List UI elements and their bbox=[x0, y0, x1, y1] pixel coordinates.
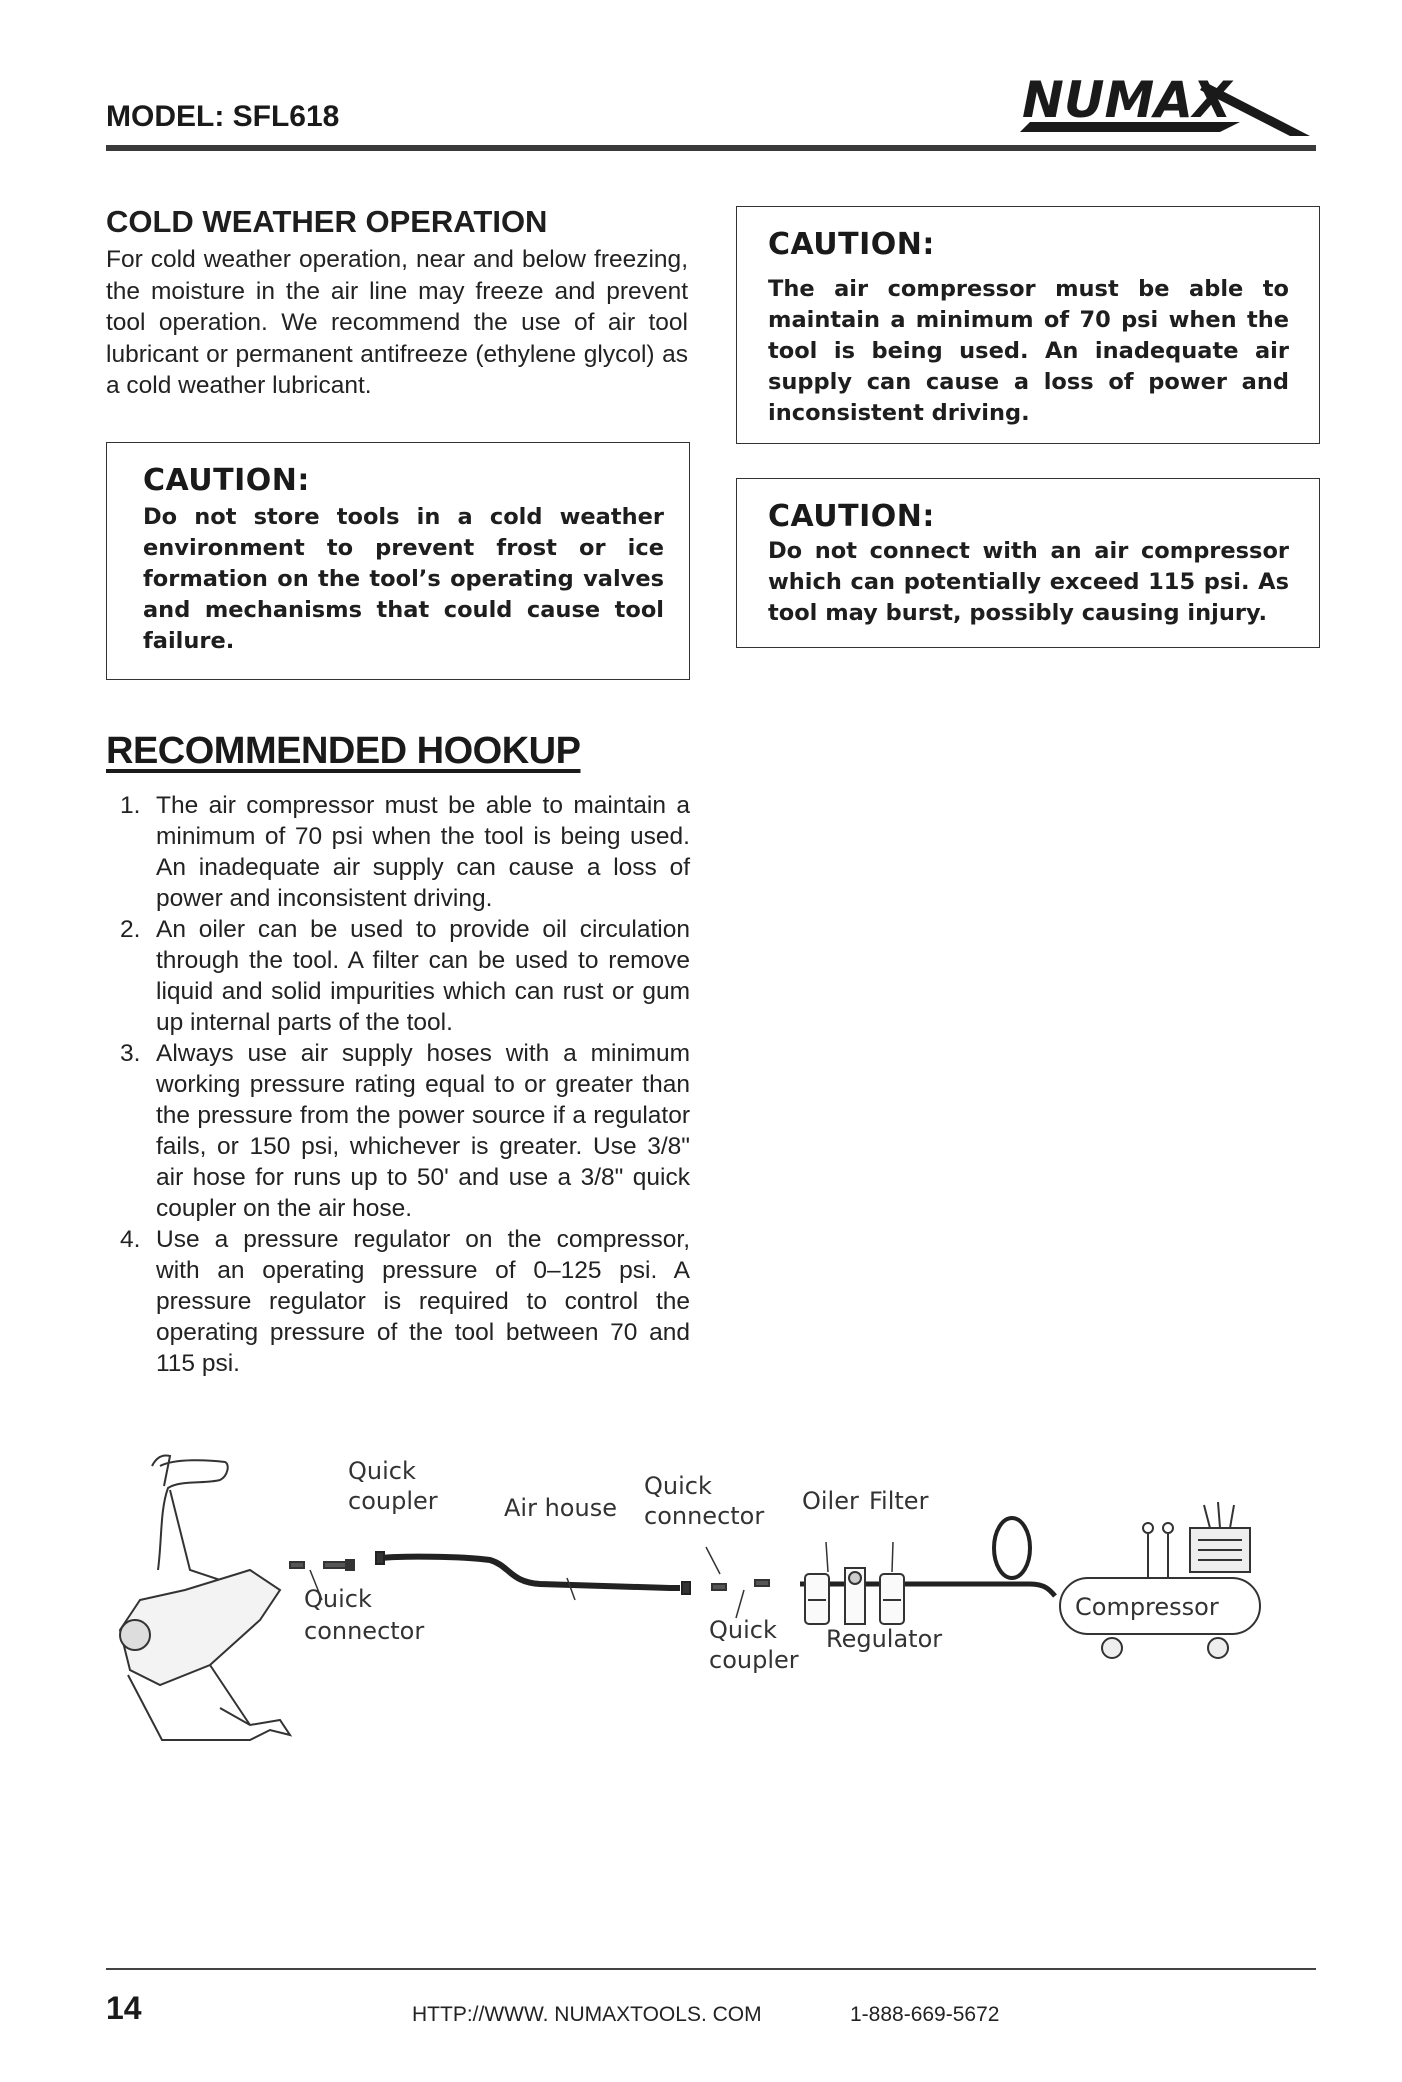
caution-heading: CAUTION: bbox=[768, 499, 935, 534]
caution-text: Do not store tools in a cold weather environment to prevent frost or ice formation on the tool’s operating valves and mechanisms that could cause tool failure. bbox=[143, 504, 664, 654]
air-hose bbox=[376, 1552, 690, 1594]
footer-phone: 1-888-669-5672 bbox=[850, 2003, 1000, 2026]
label-quick-connector-2: Quick bbox=[644, 1472, 712, 1500]
brand-wordmark: NUMAX bbox=[1022, 72, 1232, 129]
cold-weather-title: COLD WEATHER OPERATION bbox=[106, 204, 548, 239]
label-compressor: Compressor bbox=[1075, 1593, 1219, 1621]
hookup-diagram bbox=[100, 1450, 1320, 1750]
label-quick-coupler-2-sub: coupler bbox=[709, 1646, 799, 1674]
label-regulator: Regulator bbox=[826, 1625, 943, 1653]
label-oiler: Oiler bbox=[802, 1487, 859, 1515]
caution-text: Do not connect with an air compressor which can potentially exceed 115 psi. As tool may burst, possibly causing injury. bbox=[768, 538, 1289, 626]
footer-rule bbox=[106, 1968, 1316, 1970]
footer-url: HTTP://WWW. NUMAXTOOLS. COM bbox=[412, 2003, 762, 2026]
list-text: The air compressor must be able to maintain a minimum of 70 psi when the tool is being used. An inadequate air supply can cause a loss of power and inconsistent driving. bbox=[156, 792, 690, 912]
list-number: 4. bbox=[120, 1226, 141, 1253]
label-air-house: Air house bbox=[504, 1494, 617, 1522]
header-rule bbox=[106, 145, 1316, 151]
caution-text: The air compressor must be able to maintain a minimum of 70 psi when the tool is being used. An inadequate air supply can cause a loss of power and inconsistent driving. bbox=[768, 276, 1289, 426]
quick-coupler-icon bbox=[712, 1580, 769, 1590]
label-filter: Filter bbox=[869, 1487, 929, 1515]
label-quick-connector-1: Quick bbox=[304, 1585, 372, 1613]
page-number: 14 bbox=[106, 1990, 142, 2026]
flooring-nailer-icon bbox=[120, 1455, 290, 1740]
oiler-regulator-filter-icon bbox=[800, 1568, 920, 1624]
numax-logo bbox=[1010, 72, 1310, 138]
list-item bbox=[110, 1038, 690, 1224]
list-text: An oiler can be used to provide oil circulation through the tool. A filter can be used to remove liquid and solid impurities which can rust or gum up internal parts of the tool. bbox=[156, 916, 690, 1036]
list-text: Always use air supply hoses with a minimum working pressure rating equal to or greater than the pressure from the power source if a regulator fails, or 150 psi, whichever is greater. Use 3/8" air hose for runs up to 50' and use a 3/8" quick coupler on the air hose. bbox=[156, 1040, 690, 1222]
hookup-list bbox=[110, 790, 690, 1379]
recommended-hookup-title: RECOMMENDED HOOKUP bbox=[106, 730, 581, 772]
label-quick-coupler-2: Quick bbox=[709, 1616, 777, 1644]
caution-heading: CAUTION: bbox=[768, 227, 935, 262]
label-quick-coupler-1-sub: coupler bbox=[348, 1487, 438, 1515]
caution-box-cold-storage bbox=[106, 442, 690, 680]
label-quick-connector-1-sub: connector bbox=[304, 1617, 425, 1645]
list-item bbox=[110, 1224, 690, 1379]
quick-connector-icon bbox=[290, 1560, 354, 1570]
list-number: 2. bbox=[120, 916, 141, 943]
caution-box-max-pressure bbox=[736, 478, 1320, 648]
list-number: 1. bbox=[120, 792, 141, 819]
cold-weather-body: For cold weather operation, near and below freezing, the moisture in the air line may freeze and prevent tool operation. We recommend the use of air tool lubricant or permanent antifreeze (ethylene glycol) as a cold weather lubricant. bbox=[106, 246, 688, 399]
list-text: Use a pressure regulator on the compressor, with an operating pressure of 0–125 psi. A pressure regulator is required to control the operating pressure of the tool between 70 and 115 psi. bbox=[156, 1226, 690, 1377]
compressor-icon bbox=[1060, 1502, 1260, 1658]
list-item bbox=[110, 914, 690, 1038]
label-quick-coupler-1: Quick bbox=[348, 1457, 416, 1485]
list-item bbox=[110, 790, 690, 914]
list-number: 3. bbox=[120, 1040, 141, 1067]
label-quick-connector-2-sub: connector bbox=[644, 1502, 765, 1530]
caution-box-compressor bbox=[736, 206, 1320, 444]
hose-coil bbox=[910, 1518, 1055, 1596]
model-label: MODEL: SFL618 bbox=[106, 100, 340, 133]
caution-heading: CAUTION: bbox=[143, 463, 310, 498]
